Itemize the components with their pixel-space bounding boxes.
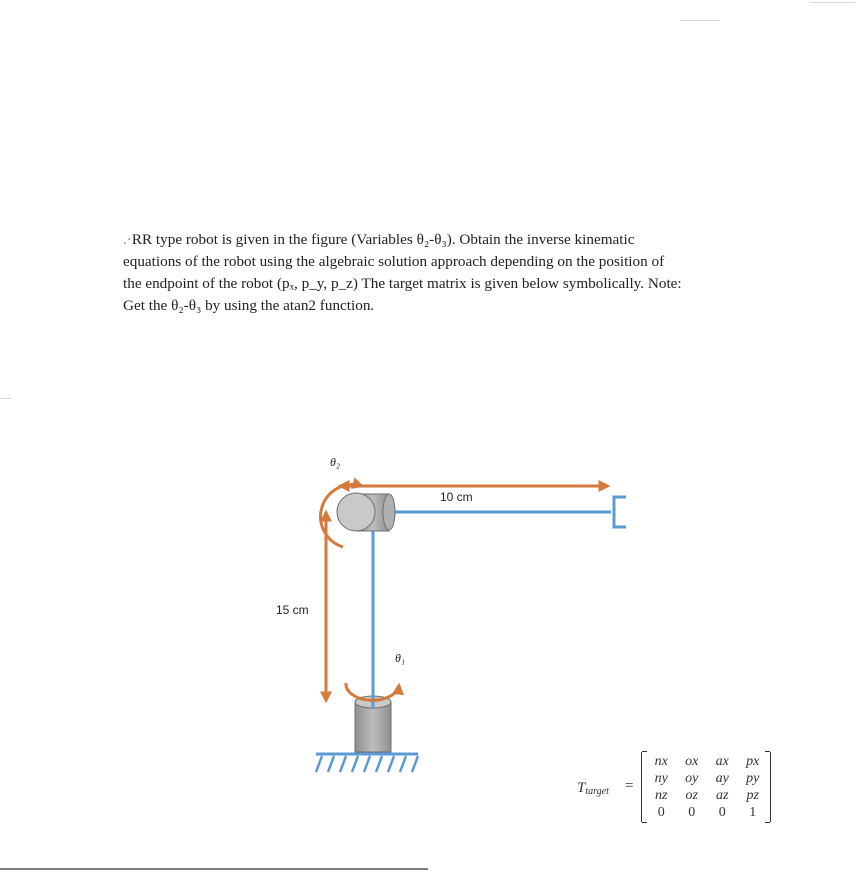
matrix-cell: py (746, 771, 760, 786)
theta1-label: θ₁ (395, 651, 406, 665)
matrix-cell: px (746, 754, 760, 769)
matrix-cell: ox (685, 754, 699, 769)
matrix-cell: ay (715, 771, 729, 786)
matrix-cell: nx (654, 754, 668, 769)
matrix-cell: nz (655, 788, 668, 803)
matrix-cell: ny (654, 771, 668, 786)
lead-mark: .· (123, 231, 132, 248)
matrix-brackets (641, 752, 771, 822)
problem-line-4: Get the θ₂-θ₃ by using the atan2 function. (123, 297, 375, 314)
matrix-cell: oz (685, 788, 698, 803)
matrix-cell: oy (685, 771, 699, 786)
problem-line-1: .·RR type robot is given in the figure (Variables θ₂-θ₃). Obtain the inverse kinematic (123, 231, 635, 248)
matrix-grid (646, 753, 768, 821)
matrix-cell: pz (746, 788, 759, 803)
theta2-label: θ₂ (330, 455, 341, 469)
end-effector (614, 497, 626, 527)
equals-sign: = (625, 778, 634, 794)
matrix-cell: 1 (749, 805, 757, 820)
matrix-cell: 0 (688, 805, 696, 820)
problem-line-2: equations of the robot using the algebraic solution approach depending on the position of (123, 253, 665, 270)
matrix-cell: 0 (718, 805, 726, 820)
matrix-label: $T_{target}$ (577, 780, 609, 797)
matrix-cell: ax (715, 754, 729, 769)
matrix-cell: 0 (657, 805, 665, 820)
horizontal-dimension-label: 10 cm (440, 490, 473, 504)
vertical-dimension-label: 15 cm (276, 603, 309, 617)
shoulder-joint (337, 493, 395, 531)
problem-line-3: the endpoint of the robot (pₓ, p_y, p_z) The target matrix is given below symbolically. Note: (123, 275, 682, 292)
matrix-cell: az (716, 788, 729, 803)
ground (316, 754, 418, 772)
